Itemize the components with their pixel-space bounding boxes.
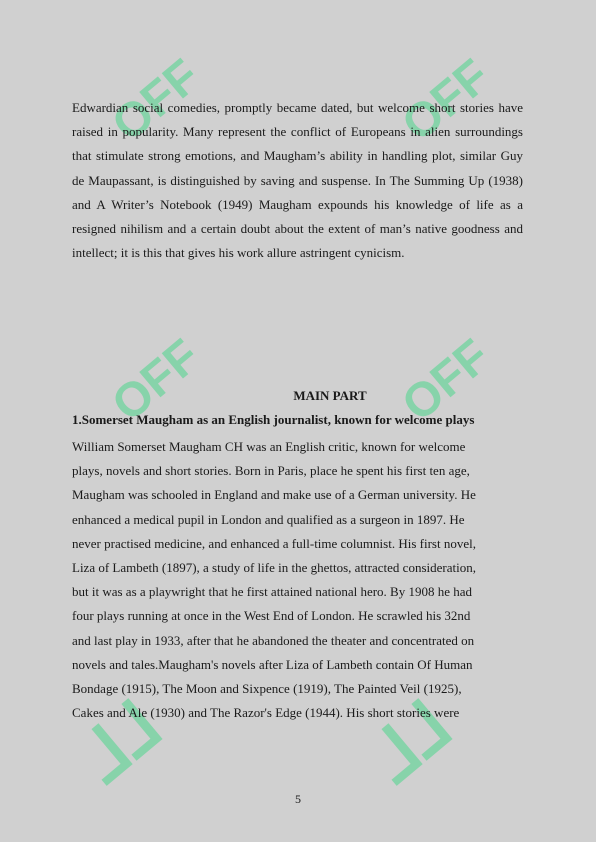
body-line: but it was as a playwright that he first attained national hero. By 1908 he had	[72, 584, 473, 600]
body-line: William Somerset Maugham CH was an English critic, known for welcome	[72, 439, 466, 454]
body-line: four plays running at once in the West End of London. He scrawled his 32nd	[72, 608, 471, 624]
body-line: Bondage (1915), The Moon and Sixpence (1919), The Painted Veil (1925),	[72, 680, 462, 696]
body-line: Maugham was schooled in England and make use of a German university. He	[72, 487, 476, 503]
body-line: never practised medicine, and enhanced a full-time columnist. His first novel,	[72, 535, 476, 551]
svg-text:OFF: OFF	[102, 335, 211, 432]
main-heading	[0, 388, 596, 404]
body-line: Cakes and Ale (1930) and The Razor's Edge (1944). His short stories were	[72, 705, 460, 721]
section-body	[72, 435, 532, 725]
body-line: and last play in 1933, after that he abandoned the theater and concentrated on	[72, 632, 475, 648]
intro-paragraph: Edwardian social comedies, promptly became dated, but welcome short stories have raised in popularity. Many represent the conflict of Europeans in alien surroundings that stimulate strong emotions, and Maugham’s ability in handling plot, similar Guy de Maupassant, is distinguished by saving and suspense. In The Summing Up (1938) and A Writer’s Notebook (1949) Maugham expounds his knowledge of life as a resigned nihilism and a certain doubt about the extent of man’s native goodness and intellect; it is this that gives his work allure astringent cynicism.	[72, 100, 523, 261]
page-number: 5	[295, 792, 301, 806]
svg-text:OFF: OFF	[102, 55, 211, 152]
main-heading-text: MAIN PART	[293, 388, 367, 403]
svg-text:OFF: OFF	[392, 55, 501, 152]
body-line: novels and tales.Maugham's novels after Liza of Lambeth contain Of Human	[72, 656, 473, 672]
body-line: enhanced a medical pupil in London and qualified as a surgeon in 1897. He	[72, 511, 465, 527]
body-line: Liza of Lambeth (1897), a study of life in the ghettos, attracted consideration,	[72, 559, 476, 575]
svg-text:⅃⅃: ⅃⅃	[75, 686, 177, 796]
svg-text:OFF: OFF	[392, 335, 501, 432]
body-line: plays, novels and short stories. Born in Paris, place he spent his first ten age,	[72, 463, 470, 479]
section-heading: 1.Somerset Maugham as an English journalist, known for welcome plays	[72, 412, 475, 427]
svg-text:⅃⅃: ⅃⅃	[365, 686, 467, 796]
